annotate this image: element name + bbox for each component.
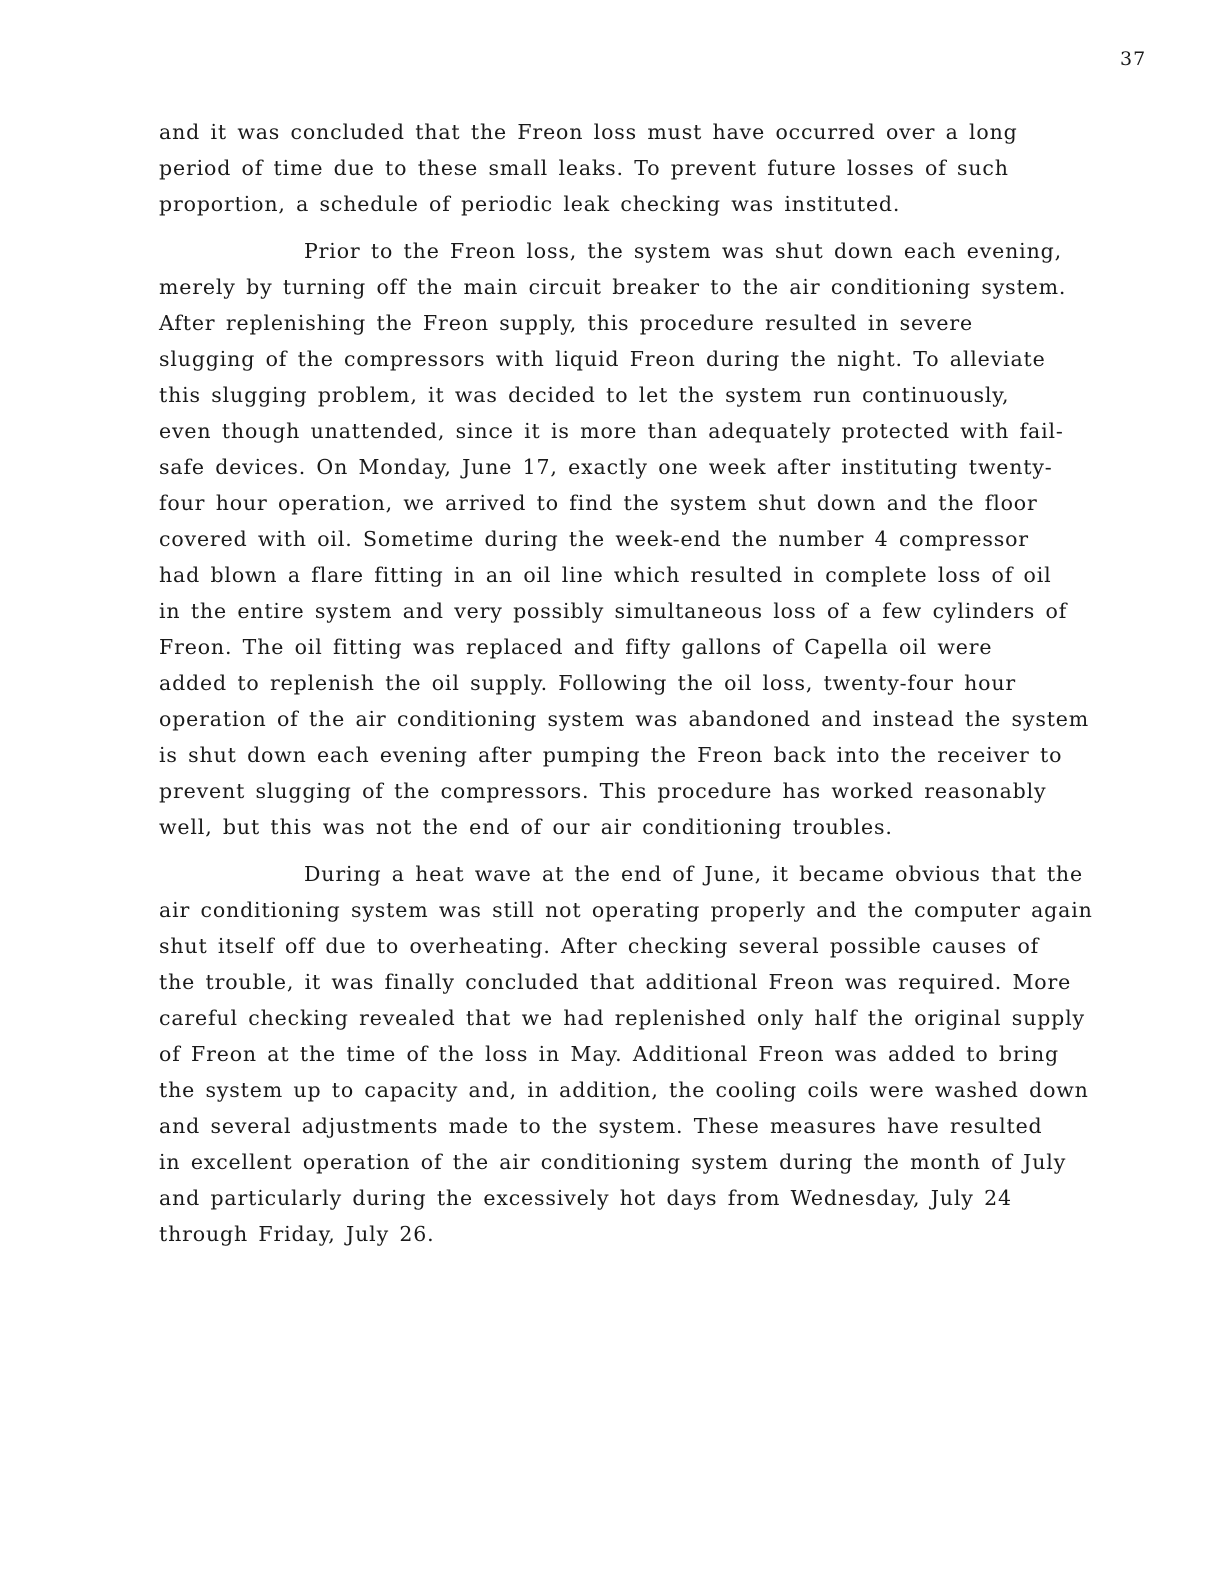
text-line: is shut down each evening after pumping the Freon back into the receiver to xyxy=(159,743,1063,767)
text-line: had blown a flare fitting in an oil line which resulted in complete loss of oil xyxy=(159,563,1052,587)
text-line: the system up to capacity and, in addition, the cooling coils were washed down xyxy=(159,1078,1089,1102)
text-line: prevent slugging of the compressors. This procedure has worked reasonably xyxy=(159,779,1047,803)
text-line: and several adjustments made to the system. These measures have resulted xyxy=(159,1114,1043,1138)
text-line: of Freon at the time of the loss in May. Additional Freon was added to bring xyxy=(159,1042,1059,1066)
text-line: During a heat wave at the end of June, it became obvious that the xyxy=(304,862,1083,886)
text-line: four hour operation, we arrived to find the system shut down and the floor xyxy=(159,491,1038,515)
text-line: Prior to the Freon loss, the system was shut down each evening, xyxy=(304,239,1062,263)
text-line: careful checking revealed that we had replenished only half the original supply xyxy=(159,1006,1085,1030)
text-line: the trouble, it was finally concluded that additional Freon was required. More xyxy=(159,970,1072,994)
text-line: slugging of the compressors with liquid Freon during the night. To alleviate xyxy=(159,347,1046,371)
text-line: Freon. The oil fitting was replaced and fifty gallons of Capella oil were xyxy=(159,635,993,659)
text-line: this slugging problem, it was decided to let the system run continuously, xyxy=(159,383,1010,407)
text-line: shut itself off due to overheating. After checking several possible causes of xyxy=(159,934,1040,958)
text-line: After replenishing the Freon supply, this procedure resulted in severe xyxy=(159,311,974,335)
text-line: covered with oil. Sometime during the week-end the number 4 compressor xyxy=(159,527,1029,551)
text-line: proportion, a schedule of periodic leak checking was instituted. xyxy=(159,192,901,216)
text-line: well, but this was not the end of our air conditioning troubles. xyxy=(159,815,893,839)
text-line: period of time due to these small leaks. To prevent future losses of such xyxy=(159,156,1009,180)
text-line: operation of the air conditioning system was abandoned and instead the system xyxy=(159,707,1090,731)
text-line: even though unattended, since it is more than adequately protected with fail- xyxy=(159,419,1064,443)
text-line: in excellent operation of the air conditioning system during the month of July xyxy=(159,1150,1067,1174)
text-line: in the entire system and very possibly simultaneous loss of a few cylinders of xyxy=(159,599,1068,623)
text-line: merely by turning off the main circuit breaker to the air conditioning system. xyxy=(159,275,1067,299)
paragraph-3 xyxy=(159,856,1139,1252)
text-line: air conditioning system was still not operating properly and the computer again xyxy=(159,898,1093,922)
text-line: added to replenish the oil supply. Following the oil loss, twenty-four hour xyxy=(159,671,1017,695)
text-line: safe devices. On Monday, June 17, exactly one week after instituting twenty- xyxy=(159,455,1053,479)
text-line: and particularly during the excessively hot days from Wednesday, July 24 xyxy=(159,1186,1012,1210)
body-text xyxy=(159,114,1139,1252)
text-line: and it was concluded that the Freon loss must have occurred over a long xyxy=(159,120,1018,144)
paragraph-2 xyxy=(159,233,1139,845)
paragraph-1 xyxy=(159,114,1139,222)
page-number: 37 xyxy=(1120,48,1147,70)
text-line: through Friday, July 26. xyxy=(159,1222,435,1246)
